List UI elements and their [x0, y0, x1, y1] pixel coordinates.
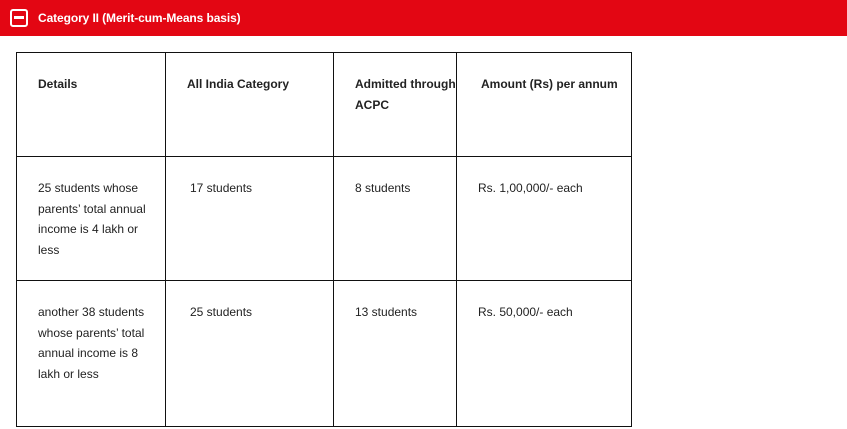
cell-all-india [166, 157, 334, 281]
cell-all-india-text: 17 students [190, 181, 253, 195]
header-details-label: Details [38, 77, 78, 91]
accordion-title: Category II (Merit-cum-Means basis) [38, 11, 241, 25]
cell-amount [457, 157, 632, 281]
cell-all-india-text: 25 students [190, 305, 253, 319]
cell-all-india [166, 281, 334, 427]
cell-admitted-text: 13 students [355, 305, 418, 319]
table-row [17, 157, 632, 281]
header-all-india-label: All India Category [187, 77, 290, 91]
cell-admitted-text: 8 students [355, 181, 411, 195]
scholarship-table-container [16, 52, 632, 427]
cell-details [17, 281, 166, 427]
cell-admitted [334, 157, 457, 281]
header-admitted-through-acpc [334, 53, 457, 157]
header-admitted-label: Admitted through ACPC [355, 77, 456, 112]
cell-amount-text: Rs. 1,00,000/- each [478, 181, 583, 195]
cell-amount [457, 281, 632, 427]
cell-amount-text: Rs. 50,000/- each [478, 305, 573, 319]
cell-details-text: 25 students whose parents’ total annual income is 4 lakh or less [38, 181, 146, 257]
accordion-header-category-ii[interactable] [0, 0, 847, 36]
minus-square-icon[interactable] [10, 9, 28, 27]
scholarship-table [16, 52, 632, 427]
table-row [17, 281, 632, 427]
header-amount [457, 53, 632, 157]
header-details [17, 53, 166, 157]
cell-admitted [334, 281, 457, 427]
header-all-india-category [166, 53, 334, 157]
table-header-row [17, 53, 632, 157]
cell-details [17, 157, 166, 281]
header-amount-label: Amount (Rs) per annum [481, 77, 618, 91]
cell-details-text: another 38 students whose parents’ total annual income is 8 lakh or less [38, 305, 145, 381]
